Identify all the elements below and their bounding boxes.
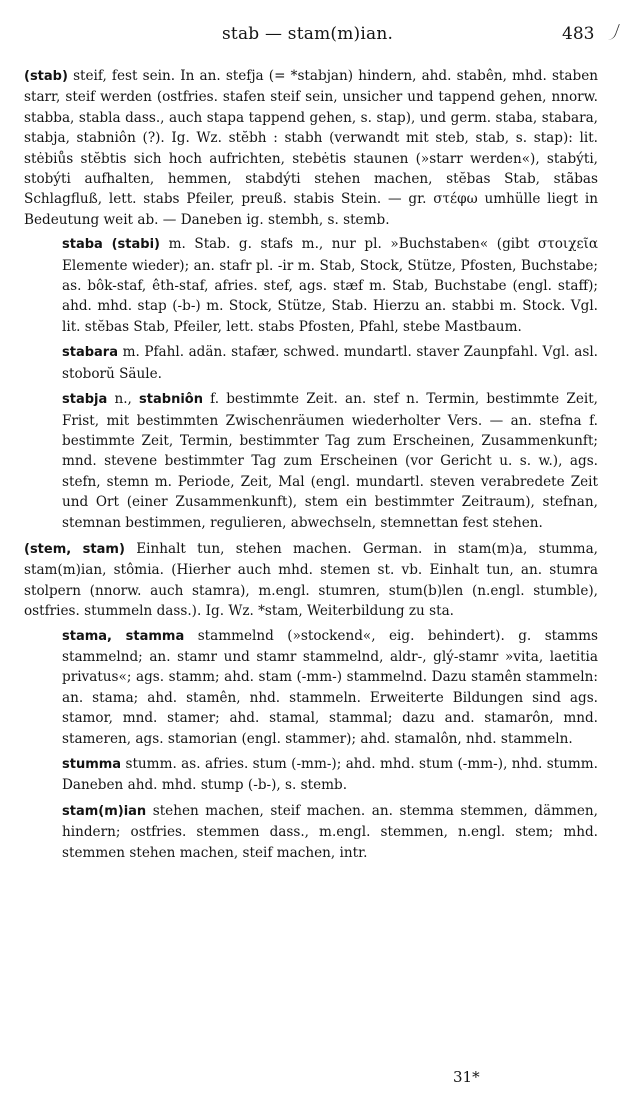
entry-staba [62,234,598,337]
lemma: stam(m)ian [62,803,147,819]
signature-mark: 31* [453,1068,480,1086]
entry-stabara [62,342,598,384]
lemma-secondary: stabniôn [139,392,203,408]
entry-stab [24,66,598,230]
entry-stumma [62,754,598,796]
lemma: stama, stamma [62,628,185,644]
entry-stem-stam [24,539,598,622]
entry-text: stehen machen, steif machen. an. stemma stemmen, dämmen, hindern; ostfries. stemmen dass., m.engl. stemmen, n.engl. stem; mhd. stemmen stehen machen, steif machen, intr. [62,802,598,861]
entry-text: steif, fest sein. In an. stefja (= *stabjan) hindern, ahd. stabên, mhd. staben starr, steif werden (ostfries. stafen steif sein, unsicher und tappend gehen, nnorw. stabba, stabla dass., auch stapa tappend gehen, s. stap), und germ. staba, stabara, stabja, stabniôn (?). Ig. Wz. stĕbh : stabh (verwandt mit steb, stab, s. stap): lit. stėbiůs stĕbtis sich hoch aufrichten, stebėtis staunen (»starr werden«), stabýti, stobýti aufhalten, hemmen, stabdýti stehen machen, stĕbas Stab, stãbas Schlagfluß, lett. stabs Pfeiler, preuß. stabis Stein. — gr. στέφω umhülle liegt in Bedeutung weit ab. — Daneben ig. stembh, s. stemb. [24,68,598,228]
entry-text: stammelnd (»stockend«, eig. behindert). g. stamms stammelnd; an. stamr und stamr stammelnd, aldr-, glý-stamr »vita, laetitia privatus«; ags. stamm; ahd. stam (-mm-) stammelnd. Dazu stamên stammeln: an. stama; ahd. stamên, nhd. stammeln. Erweiterte Bildungen sind ags. stamor, mnd. stamer; ahd. stamal, stammal; dazu and. stamarôn, mnd. stameren, ags. stamorian (engl. stammer); ahd. stamalôn, nhd. stammeln. [62,627,598,747]
entries-column [24,66,598,868]
lemma: (stem, stam) [24,541,125,557]
page-number: 483 [562,24,595,44]
lemma: (stab) [24,69,68,84]
entry-text: f. bestimmte Zeit. an. stef n. Termin, bestimmte Zeit, Frist, mit bestimmten Zwischenräumen wiederholter Vers. — an. stefna f. bestimmte Zeit, Termin, bestimmter Tag zum Erscheinen, Zusammenkunft; mnd. stevene bestimmter Tag zum Erscheinen (vor Gericht u. s. w.), ags. stefn, stemn m. Periode, Zeit, Mal (engl. mundartl. steven verabredete Zeit und Ort (einer Zusammenkunft), stem ein bestimmter Zeitraum), stefnan, stemnan bestimmen, regulieren, abwechseln, stemnettan fest stehen. [62,391,598,531]
entry-text: m. Pfahl. adän. stafær, schwed. mundartl. staver Zaunpfahl. Vgl. asl. stoborŭ Säule. [62,344,598,382]
entry-stabja [62,389,598,533]
pencil-mark-icon [601,24,620,40]
entry-stama [62,626,598,749]
entry-text: m. Stab. g. stafs m., nur pl. »Buchstaben« (gibt στοιχεῖα Elemente wieder); an. stafr pl. -ir m. Stab, Stock, Stütze, Pfosten, Buchstabe; as. bôk-staf, êth-staf, afries. stef, ags. stæf m. Stab, Buchstabe (engl. staff); ahd. mhd. stap (-b-) m. Stock, Stütze, Stab. Hierzu an. stabbi m. Stock. Vgl. lit. stĕbas Stab, Pfeiler, lett. stabs Pfosten, Pfahl, stebe Mastbaum. [62,236,598,335]
entry-text: stumm. as. afries. stum (-mm-); ahd. mhd. stum (-mm-), nhd. stumm. Daneben ahd. mhd. stump (-b-), s. stemb. [62,756,599,794]
entry-stammian [62,801,598,863]
lemma: staba (stabi) [62,237,160,253]
lemma: stabja [62,392,108,408]
entry-text: Einhalt tun, stehen machen. German. in stam(m)a, stumma, stam(m)ian, stômia. (Hierher auch mhd. stemen st. vb. Einhalt tun, an. stumra stolpern (nnorw. auch stamra), m.engl. stumren, stum(b)len (n.engl. stumble), ostfries. stummeln dass.). Ig. Wz. *stam, Weiterbildung zu sta. [24,540,598,620]
entry-gender: n., [114,391,132,408]
running-head [0,24,625,48]
running-head-title: stab — stam(m)ian. [222,24,394,44]
lemma: stumma [62,757,122,772]
lemma: stabara [62,345,118,361]
